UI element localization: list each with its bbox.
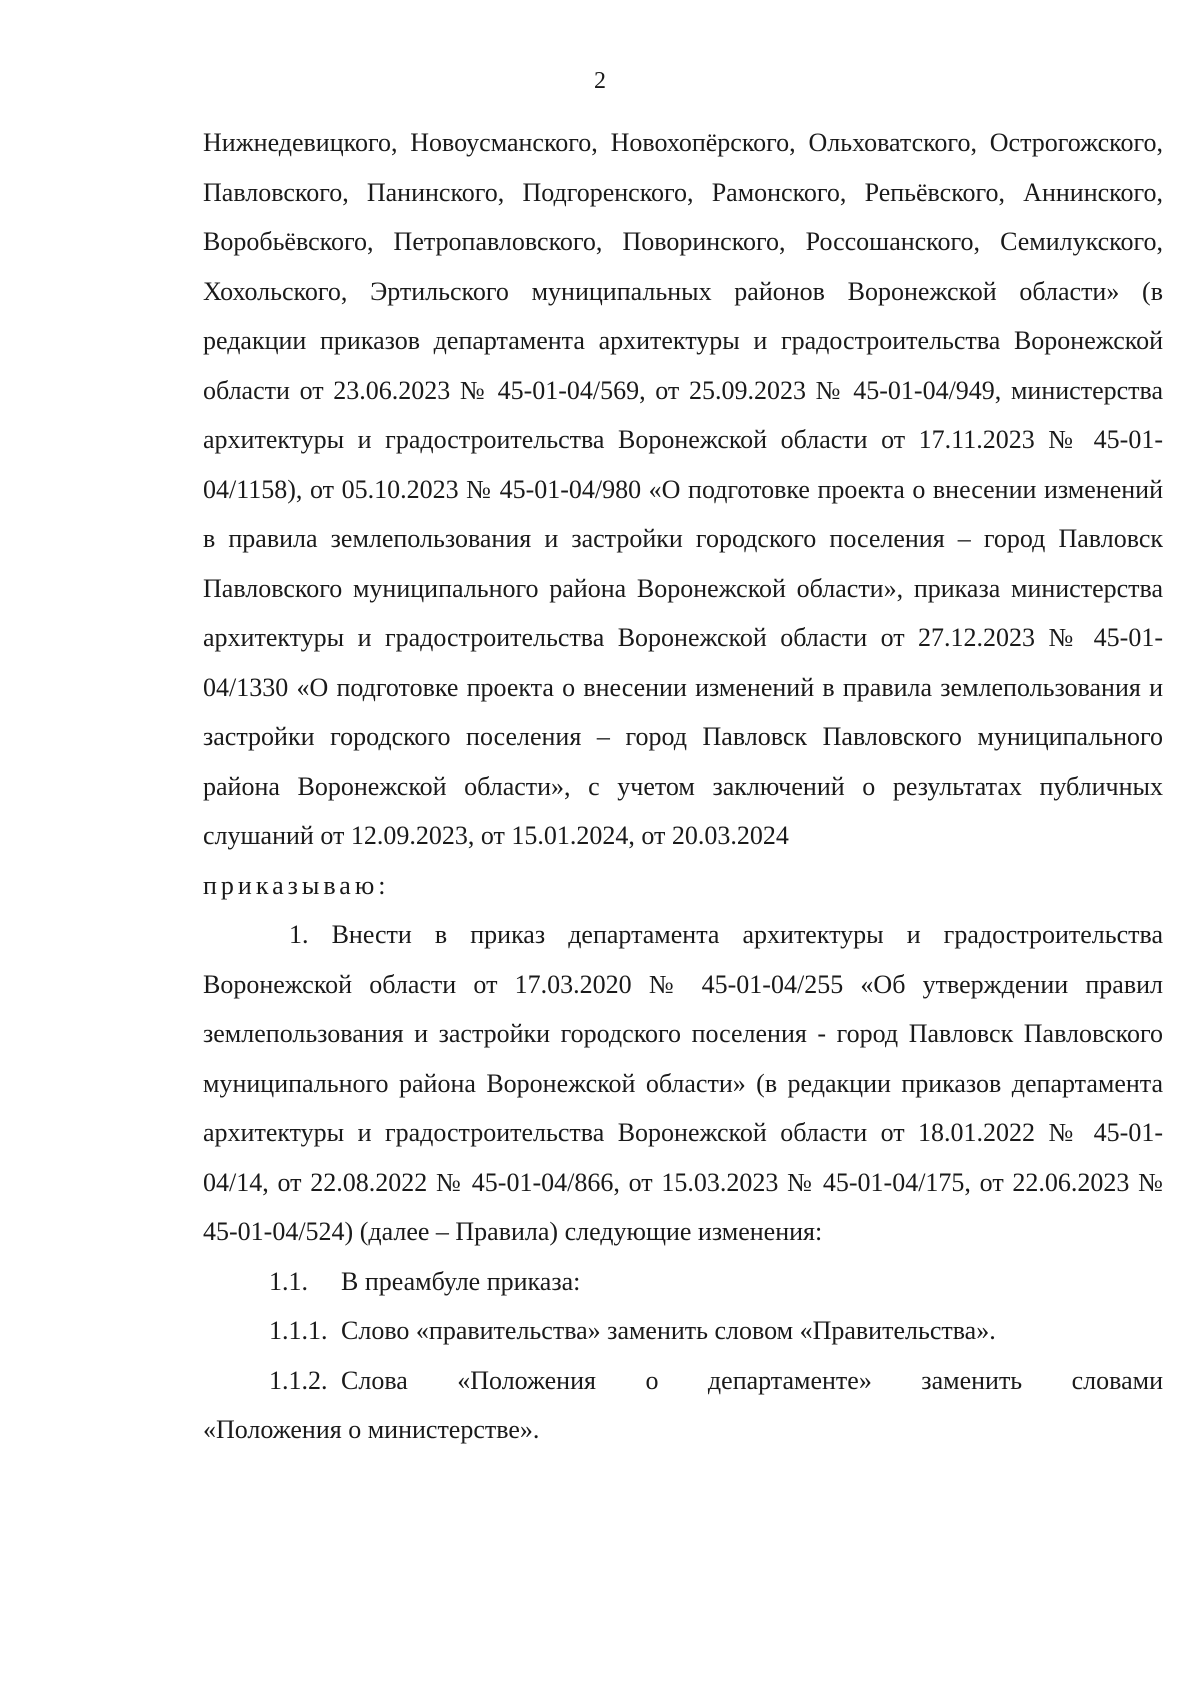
- document-body: [203, 118, 1163, 1455]
- item-1-1-number: 1.1.: [269, 1266, 308, 1296]
- page-number: 2: [594, 68, 606, 94]
- item-1-1-1-text: Слово «правительства» заменить словом «Правительства».: [341, 1316, 996, 1345]
- item-1-1-text: В преамбуле приказа:: [341, 1266, 581, 1296]
- item-1-1-1-number: 1.1.1.: [269, 1316, 328, 1345]
- item-1-1-1: [203, 1306, 1163, 1356]
- order-word: приказываю:: [203, 870, 390, 900]
- item-1-1-2-tail: «Положения о министерстве».: [203, 1415, 540, 1444]
- paragraph-continuation: Нижнедевицкого, Новоусманского, Новохопёрского, Ольховатского, Острогожского, Павловского, Панинского, Подгоренского, Рамонского, Репьёвского, Аннинского, Воробьёвского, Петропавловского, Поворинского, Россошанского, Семилукского, Хохольского, Эртильского муниципальных районов Воронежской области» (в редакции приказов департамента архитектуры и градостроительства Воронежской области от 23.06.2023 № 45-01-04/569, от 25.09.2023 № 45-01-04/949, министерства архитектуры и градостроительства Воронежской области от 17.11.2023 № 45-01-04/1158), от 05.10.2023 № 45-01-04/980 «О подготовке проекта о внесении изменений в правила землепользования и застройки городского поселения – город Павловск Павловского муниципального района Воронежской области», приказа министерства архитектуры и градостроительства Воронежской области от 27.12.2023 № 45-01-04/1330 «О подготовке проекта о внесении изменений в правила землепользования и застройки городского поселения – город Павловск Павловского муниципального района Воронежской области», с учетом заключений о результатах публичных слушаний от 12.09.2023, от 15.01.2024, от 20.03.2024: [203, 128, 1163, 850]
- item-1-1-2-text: Слова «Положения о департаменте» заменить словами: [341, 1365, 1163, 1395]
- item-1-1-2: [203, 1356, 1163, 1406]
- item-1-1-2-number: 1.1.2.: [269, 1365, 328, 1395]
- item-1-1: [203, 1257, 1163, 1307]
- paragraph-item-1: 1. Внести в приказ департамента архитектуры и градостроительства Воронежской области от 17.03.2020 № 45-01-04/255 «Об утверждении правил землепользования и застройки городского поселения - город Павловск Павловского муниципального района Воронежской области» (в редакции приказов департамента архитектуры и градостроительства Воронежской области от 18.01.2022 № 45-01-04/14, от 22.08.2022 № 45-01-04/866, от 15.03.2023 № 45-01-04/175, от 22.06.2023 № 45-01-04/524) (далее – Правила) следующие изменения:: [203, 920, 1163, 1246]
